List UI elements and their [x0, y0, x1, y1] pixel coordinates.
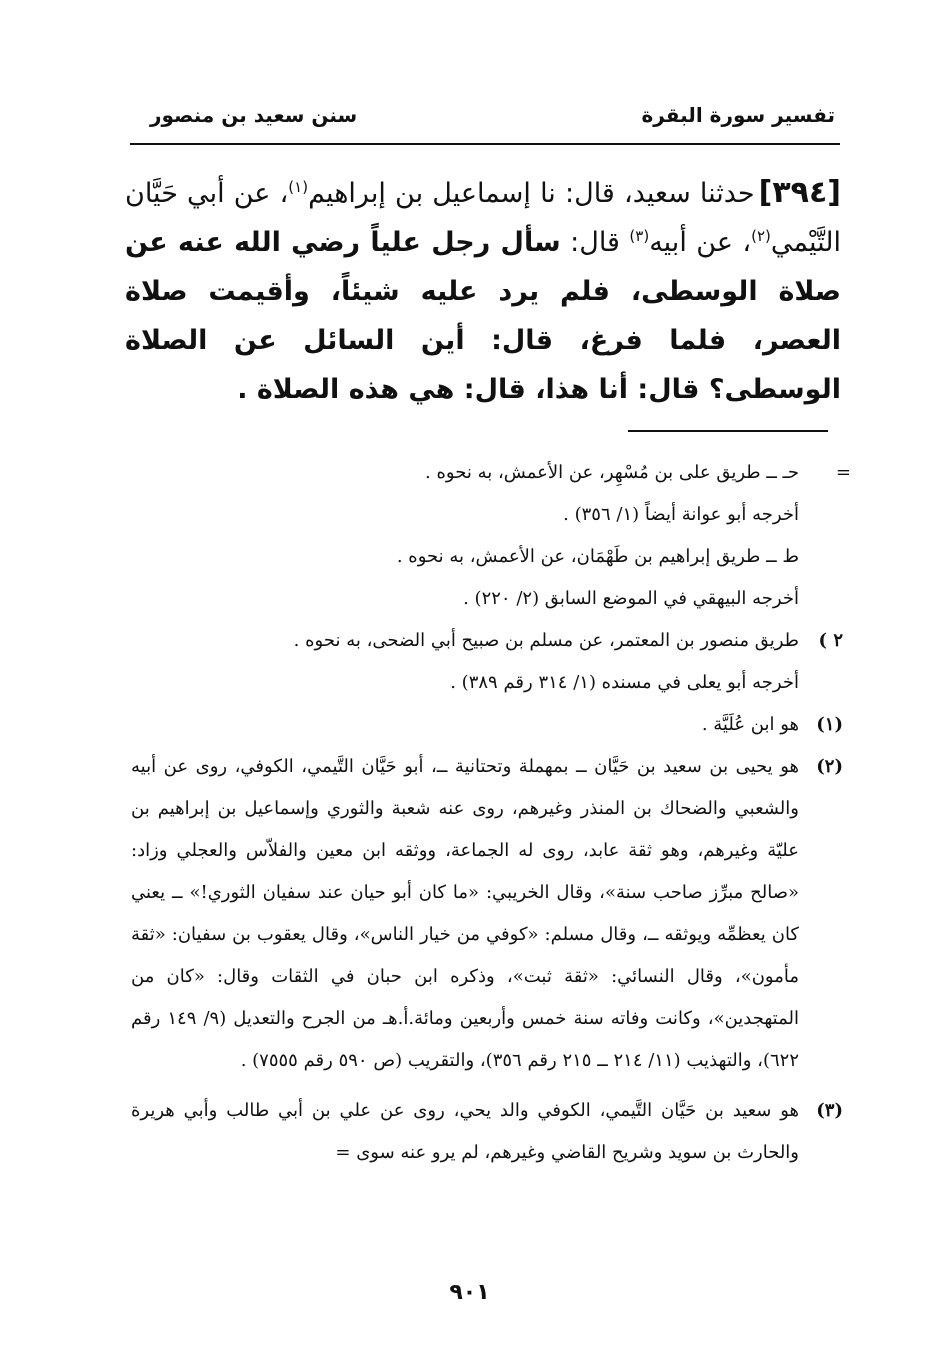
footnote-rule [628, 430, 828, 432]
footnote-ref-1[interactable]: (١) [288, 178, 309, 196]
footnote-3-text: هو سعيد بن حَيَّان التَّيمي، الكوفي والد يحي، روى عن علي بن أبي طالب وأبي هريرة والحارث بن سويد وشريح القاضي وغيرهم، لم يرو عنه سوى = [131, 1100, 799, 1163]
footnote-3 [131, 1090, 843, 1174]
footnote-prev-2 [131, 620, 843, 704]
footnote-prev-line: أخرجه أبو عوانة أيضاً (١/ ٣٥٦) . [563, 504, 799, 525]
isnad-part-2: ، عن أبي حَيَّان التَّيْمي [125, 178, 841, 258]
running-header-book: سنن سعيد بن منصور [150, 103, 358, 127]
footnote-2-text: هو يحيى بن سعيد بن حَيَّان ــ بمهملة وتحتانية ــ، أبو حَيَّان التَّيمي، الكوفي، روى عن أبيه والشعبي والضحاك بن المنذر وغيرهم، روى عنه شعبة والثوري وإسماعيل بن إبراهيم بن عليّة وغيرهم، وهو ثقة عابد، روى له الجماعة، ووثقه ابن معين والفلاّس والعجلي وزاد: «صالح مبرِّز صاحب سنة»، وقال الخريبي: «ما كان أبو حيان عند سفيان الثوري!» ــ يعني كان يعظمِّه ويوثقه ــ، وقال مسلم: «كوفي من خيار الناس»، وقال يعقوب بن سفيان: «ثقة مأمون»، وقال النسائي: «ثقة ثبت»، وذكره ابن حبان في الثقات وقال: «كان من المتهجدين»، وكانت وفاته سنة خمس وأربعين ومائة.أ.هـ من الجرح والتعديل (٩/ ١٤٩ رقم ٦٢٢)، والتهذيب (١١/ ٢١٤ ــ ٢١٥ رقم ٣٥٦)، والتقريب (ص ٥٩٠ رقم ٧٥٥٥) . [131, 756, 799, 1071]
footnote-prev-2-line: طريق منصور بن المعتمر، عن مسلم بن صبيح أبي الضحى، به نحوه . [293, 630, 799, 651]
footnote-ref-3[interactable]: (٣) [629, 227, 650, 245]
footnote-ref-2[interactable]: (٢) [751, 227, 771, 245]
footnote-1 [131, 704, 843, 746]
footnote-prev-line: أخرجه البيهقي في الموضع السابق (٢/ ٢٢٠) . [463, 588, 799, 609]
footnote-1-marker: (١) [816, 714, 843, 735]
isnad-part-4: قال: [560, 227, 630, 258]
footnotes-block [131, 452, 843, 1174]
footnote-prev-2-marker: ٢ ) [818, 630, 843, 651]
footnote-1-text: هو ابن عُلَيَّة . [701, 714, 799, 735]
isnad-part-1: حدثنا سعيد، قال: نا إسماعيل بن إبراهيم [308, 178, 755, 209]
header-rule [130, 143, 840, 145]
footnote-prev-line: حـ ــ طريق على بن مُسْهِر، عن الأعمش، به نحوه . [425, 462, 799, 483]
running-header-chapter: تفسير سورة البقرة [641, 103, 835, 127]
footnote-3-marker: (٣) [816, 1100, 843, 1121]
footnote-2 [131, 746, 843, 1082]
hadith-number: [٣٩٤] [758, 175, 841, 210]
continuation-mark: = [835, 462, 851, 483]
hadith-matn: سأل رجل علياً رضي الله عنه عن صلاة الوسطى، فلم يرد عليه شيئاً، وأقيمت صلاة العصر، فلما فرغ، قال: أين السائل عن الصلاة الوسطى؟ قال: أنا هذا، قال: هي هذه الصلاة . [125, 227, 841, 405]
footnote-prev-2-line: أخرجه أبو يعلى في مسنده (١/ ٣١٤ رقم ٣٨٩) . [450, 672, 799, 693]
footnote-2-marker: (٢) [816, 756, 843, 777]
isnad-part-3: ، عن أبيه [649, 227, 752, 258]
page-number: ٩٠١ [449, 1280, 490, 1305]
footnote-prev-line: ط ــ طريق إبراهيم بن طَهْمَان، عن الأعمش، به نحوه . [396, 546, 799, 567]
hadith-block [125, 168, 841, 414]
